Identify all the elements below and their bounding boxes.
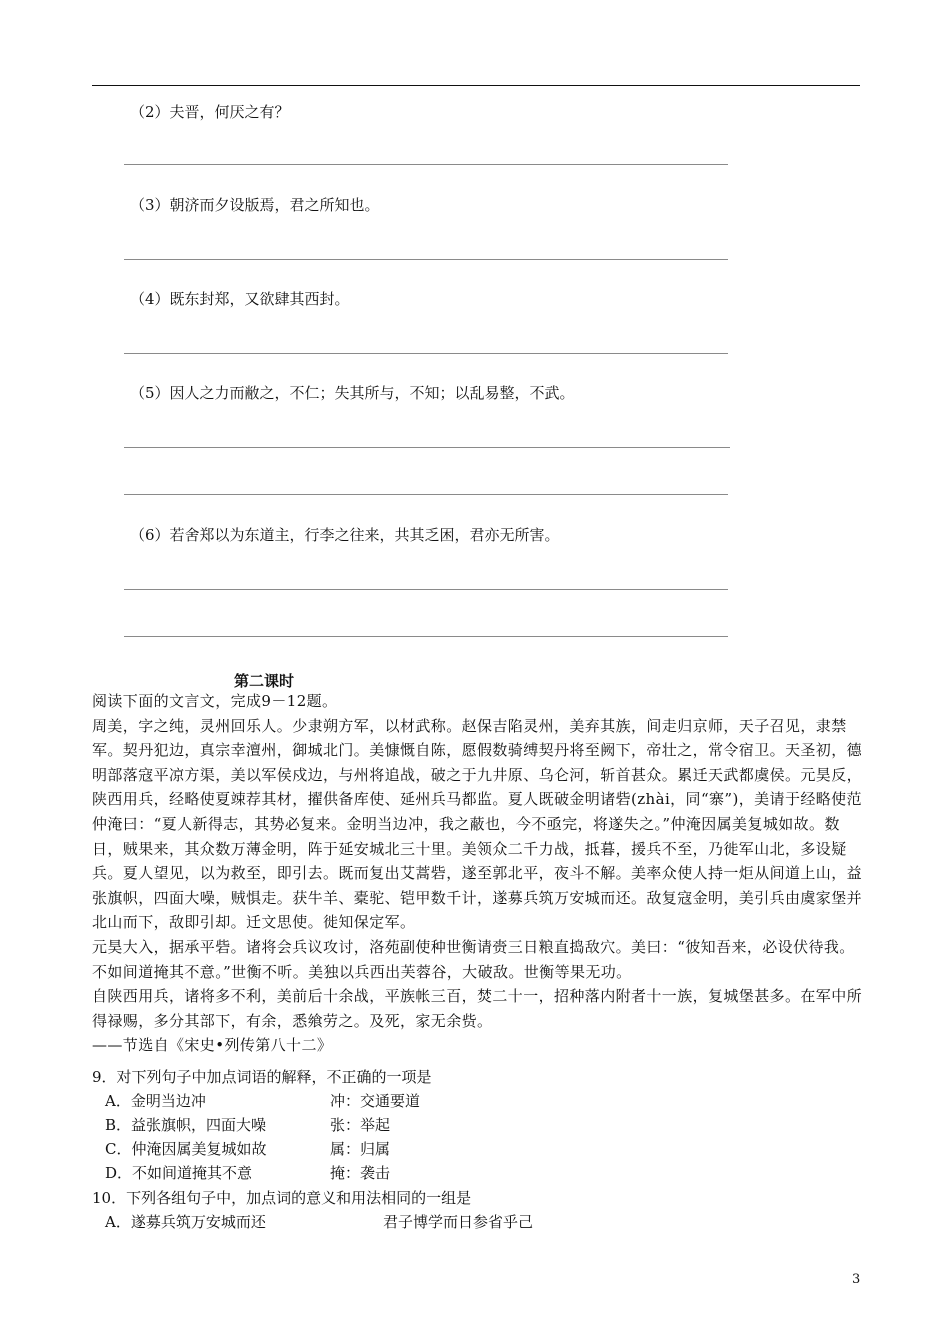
passage-paragraph: 自陕西用兵，诸将多不利，美前后十余战，平族帐三百，焚二十一，招种落内附者十一族，复城堡甚多。在军中所得禄赐，多分其部下，有余，悉飨劳之。及死，家无余赀。 [92,987,863,1030]
header-rule [92,85,860,86]
question-9-option-b: B．益张旗帜，四面大噪 [105,1116,267,1134]
question-9-option-a: A．金明当边冲 [105,1092,206,1110]
question-9-stem: 9．对下列句子中加点词语的解释，不正确的一项是 [92,1068,432,1086]
question-9-gloss-c: 属：归属 [330,1140,391,1158]
answer-line[interactable] [124,589,728,590]
answer-line[interactable] [124,259,728,260]
passage-source: ——节选自《宋史•列传第八十二》 [92,1036,333,1055]
passage-paragraph: 周美，字之纯，灵州回乐人。少隶朔方军，以材武称。赵保吉陷灵州，美弃其族，间走归京师，天子召见，隶禁军。契丹犯边，真宗幸澶州，御城北门。美慷慨自陈，愿假数骑缚契丹将至阙下，帝壮之，常令宿卫。天圣初，德明部落寇平凉方渠，美以军侯戍边，与州将追战，破之于九井原、乌仑河，斩首甚众。累迁天武都虞侯。元昊反，陕西用兵，经略使夏竦荐其材，擢供备库使、延州兵马都监。夏人既破金明诸砦(zhài，同“寨”)，美请于经略使范仲淹曰：“夏人新得志，其势必复来。金明当边冲，我之蔽也，今不亟完，将遂失之。”仲淹因属美复城如故。数日，贼果来，其众数万薄金明，阵于延安城北三十里。美领众二千力战，抵暮，援兵不至，乃徙军山北，多设疑兵。夏人望见，以为救至，即引去。既而复出艾蒿砦，遂至郭北平，夜斗不解。美率众使人持一炬从间道上山，益张旗帜，四面大噪，贼惧走。获牛羊、橐驼、铠甲数千计，遂募兵筑万安城而还。敌复寇金明，美引兵由虞家堡并北山而下，敌即引却。迁文思使。徙知保定军。 [92,716,863,932]
reading-passage [92,689,862,1058]
question-10-option-a: A．遂募兵筑万安城而还 [105,1213,266,1231]
instruction: 阅读下面的文言文，完成9－12题。 [92,692,338,710]
section-title: 第二课时 [234,672,295,690]
question-9-gloss-d: 掩：袭击 [330,1164,391,1182]
question-10-stem: 10．下列各组句子中，加点词的意义和用法相同的一组是 [92,1189,472,1207]
question-9-gloss-b: 张：举起 [330,1116,391,1134]
question-9-gloss-a: 冲：交通要道 [330,1092,421,1110]
answer-line[interactable] [124,494,728,495]
answer-line[interactable] [124,164,728,165]
question-2: （2）夫晋，何厌之有？ [130,103,290,121]
question-5: （5）因人之力而敝之，不仁；失其所与，不知；以乱易整，不武。 [130,384,575,402]
answer-line[interactable] [124,447,730,448]
question-3: （3）朝济而夕设版焉，君之所知也。 [130,196,380,214]
question-6: （6）若舍郑以为东道主，行李之往来，共其乏困，君亦无所害。 [130,526,560,544]
question-9-option-d: D．不如间道掩其不意 [105,1164,253,1182]
question-4: （4）既东封郑，又欲肆其西封。 [130,290,350,308]
answer-line[interactable] [124,636,728,637]
passage-paragraph: 元昊大入，据承平砦。诸将会兵议攻讨，洛苑副使种世衡请赍三日粮直捣敌穴。美曰：“彼知吾来，必设伏待我。不如间道掩其不意。”世衡不听。美独以兵西出芙蓉谷，大破敌。世衡等果无功。 [92,937,855,981]
answer-line[interactable] [124,353,728,354]
page-number: 3 [852,1272,861,1287]
question-10-gloss-a: 君子博学而日参省乎己 [383,1213,534,1231]
question-9-option-c: C．仲淹因属美复城如故 [105,1140,267,1158]
